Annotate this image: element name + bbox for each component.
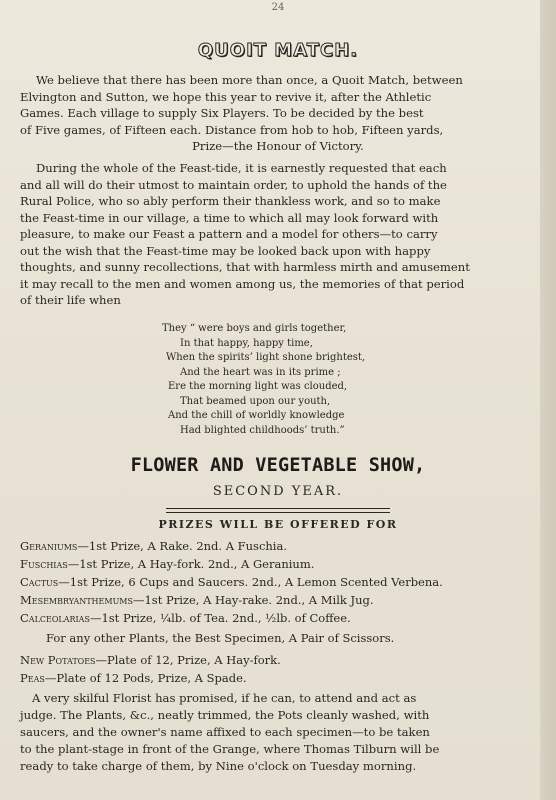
text-line: Elvington and Sutton, we hope this year to revive it, after the Athletic — [20, 89, 432, 104]
poem-line: That beamed upon our youth, — [180, 395, 331, 407]
quoit-match-title: QUOIT MATCH. — [197, 40, 359, 61]
prize-line — [20, 574, 443, 590]
text-line: Prize—the Honour of Victory. — [192, 139, 364, 153]
prize-detail: —1st Prize, A Hay-fork. 2nd., A Geranium. — [67, 557, 315, 571]
text-line: saucers, and the owner's name affixed to each specimen—to be taken — [20, 725, 430, 739]
page-number: 24 — [271, 2, 285, 13]
poem-line: Ere the morning light was clouded, — [168, 381, 348, 392]
prize-detail: —Plate of 12, Prize, A Hay-fork. — [95, 653, 281, 667]
prize-category: Mesembryanthemums — [20, 593, 133, 607]
prize-category: New Potatoes — [20, 653, 96, 667]
prize-category: Calceolarias — [20, 611, 90, 625]
prize-detail: —1st Prize, A Hay-rake. 2nd., A Milk Jug. — [132, 593, 374, 607]
text-line: of Five games, of Fifteen each. Distance from hob to hob, Fifteen yards, — [20, 122, 444, 137]
any-other-plants: For any other Plants, the Best Specimen, A Pair of Scissors. — [46, 631, 395, 645]
prize-category: Geraniums — [20, 539, 78, 553]
prize-detail: —1st Prize, A Rake. 2nd. A Fuschia. — [77, 539, 287, 553]
prize-line — [20, 652, 281, 668]
prize-line — [20, 610, 351, 626]
text-line: thoughts, and sunny recollections, that with harmless mirth and amusement — [20, 260, 470, 274]
flower-show-title: FLOWER AND VEGETABLE SHOW, — [130, 455, 426, 476]
poem-line: And the chill of worldly knowledge — [168, 410, 345, 421]
prize-line — [20, 670, 247, 686]
prize-line — [20, 556, 314, 572]
feast-paragraph — [20, 160, 536, 309]
poem-line: Had blighted childhoods’ truth.” — [180, 424, 345, 436]
quoit-paragraph — [20, 72, 536, 155]
prize-line — [20, 538, 287, 554]
text-line: of their life when — [20, 293, 121, 307]
poem-line: In that happy, happy time, — [180, 337, 313, 349]
text-line: During the whole of the Feast-tide, it is earnestly requested that each — [36, 161, 447, 175]
poem-line: They “ were boys and girls together, — [162, 323, 347, 334]
prize-category: Peas — [20, 671, 45, 685]
prize-category: Fuschias — [20, 557, 68, 571]
prize-detail: —1st Prize, ¼lb. of Tea. 2nd., ½lb. of Coffee. — [89, 611, 351, 625]
text-line: to the plant-stage in front of the Grange, where Thomas Tilburn will be — [20, 742, 440, 756]
prize-detail: —Plate of 12 Pods, Prize, A Spade. — [44, 671, 247, 685]
text-line: pleasure, to make our Feast a pattern and a model for others—to carry — [20, 227, 438, 241]
text-line: judge. The Plants, &c., neatly trimmed, the Pots cleanly washed, with — [20, 708, 430, 722]
text-line: out the wish that the Feast-time may be looked back upon with happy — [20, 243, 431, 258]
text-line: it may recall to the men and women among us, the memories of that period — [20, 276, 465, 291]
prize-detail: —1st Prize, 6 Cups and Saucers. 2nd., A Lemon Scented Verbena. — [58, 575, 443, 589]
text-line: and all will do their utmost to maintain order, to uphold the hands of the — [20, 177, 447, 192]
text-line: A very skilful Florist has promised, if he can, to attend and act as — [32, 691, 417, 705]
prizes-header: PRIZES WILL BE OFFERED FOR — [158, 518, 398, 531]
prize-line — [20, 592, 374, 608]
flower-show-subtitle: SECOND YEAR. — [212, 484, 344, 499]
text-line: Rural Police, who so ably perform their thankless work, and so to make — [20, 194, 441, 208]
florist-paragraph — [20, 690, 536, 775]
poem — [0, 322, 556, 438]
text-line: We believe that there has been more than once, a Quoit Match, between — [36, 73, 463, 87]
text-line: the Feast-time in our village, a time to which all may look forward with — [20, 210, 439, 225]
divider-rule — [166, 508, 390, 513]
text-line: Games. Each village to supply Six Players. To be decided by the best — [20, 106, 424, 120]
text-line: ready to take charge of them, by Nine o'clock on Tuesday morning. — [20, 759, 417, 773]
poem-line: When the spirits’ light shone brightest, — [166, 352, 366, 363]
prize-category: Cactus — [20, 575, 59, 589]
poem-line: And the heart was in its prime ; — [180, 366, 341, 378]
